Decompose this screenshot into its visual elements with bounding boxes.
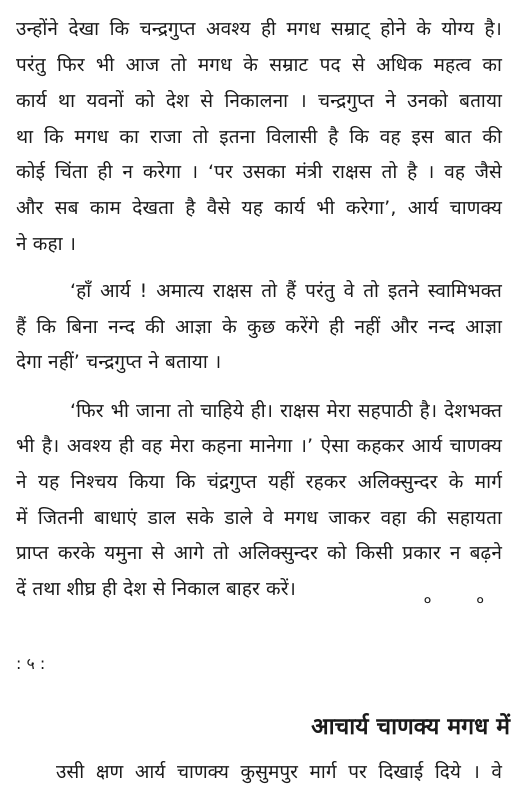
paragraph-line: ने यह निश्चय किया कि चंद्रगुप्त यहीं रहकर अलिक्सुन्दर के मार्ग bbox=[16, 471, 502, 493]
paragraph-line: परंतु फिर भी आज तो मगध के सम्राट पद से अधिक महत्व का bbox=[16, 54, 502, 76]
paragraph-line: था कि मगध का राजा तो इतना विलासी है कि वह इस बात की bbox=[16, 126, 502, 148]
paragraph-line: देगा नहीं’ चन्द्रगुप्त ने बताया । bbox=[16, 351, 222, 373]
paragraph-line: में जितनी बाधाएं डाल सके डाले वे मगध जाकर वहा की सहायता bbox=[16, 507, 502, 529]
paragraph-line: उन्होंने देखा कि चन्द्रगुप्त अवश्य ही मगध सम्राट् होने के योग्य है। bbox=[16, 18, 502, 40]
section-separator: ० ० bbox=[423, 591, 504, 609]
paragraph-line: दें तथा शीघ्र ही देश से निकाल बाहर करें। bbox=[16, 578, 296, 600]
paragraph-line: भी है। अवश्य ही वह मेरा कहना मानेगा ।’ ऐसा कहकर आर्य चाणक्य bbox=[16, 435, 502, 457]
paragraph-line: प्राप्त करके यमुना से आगे तो अलिक्सुन्दर को किसी प्रकार न बढ़ने bbox=[16, 542, 502, 564]
next-paragraph-line: उसी क्षण आर्य चाणक्य कुसुमपुर मार्ग पर दिखाई दिये । वे bbox=[56, 761, 502, 783]
paragraph-line: ‘हाँ आर्य ! अमात्य राक्षस तो हैं परंतु वे तो इतने स्वामिभक्त bbox=[70, 280, 502, 302]
paragraph-line: कार्य था यवनों को देश से निकालना । चन्द्रगुप्त ने उनको बताया bbox=[16, 90, 502, 112]
chapter-heading: आचार्य चाणक्य मगध में bbox=[311, 714, 510, 740]
paragraph-line: ‘फिर भी जाना तो चाहिये ही। राक्षस मेरा सहपाठी है। देशभक्त bbox=[70, 400, 502, 422]
paragraph-line: हैं कि बिना नन्द की आज्ञा के कुछ करेंगे ही नहीं और नन्द आज्ञा bbox=[16, 316, 502, 338]
paragraph-line: और सब काम देखता है वैसे यह कार्य भी करेगा’, आर्य चाणक्य bbox=[16, 197, 502, 219]
paragraph-line: ने कहा । bbox=[16, 233, 77, 255]
paragraph-line: कोई चिंता ही न करेगा । ‘पर उसका मंत्री राक्षस तो है । वह जैसे bbox=[16, 161, 502, 183]
page-number: : ५ : bbox=[16, 654, 46, 673]
